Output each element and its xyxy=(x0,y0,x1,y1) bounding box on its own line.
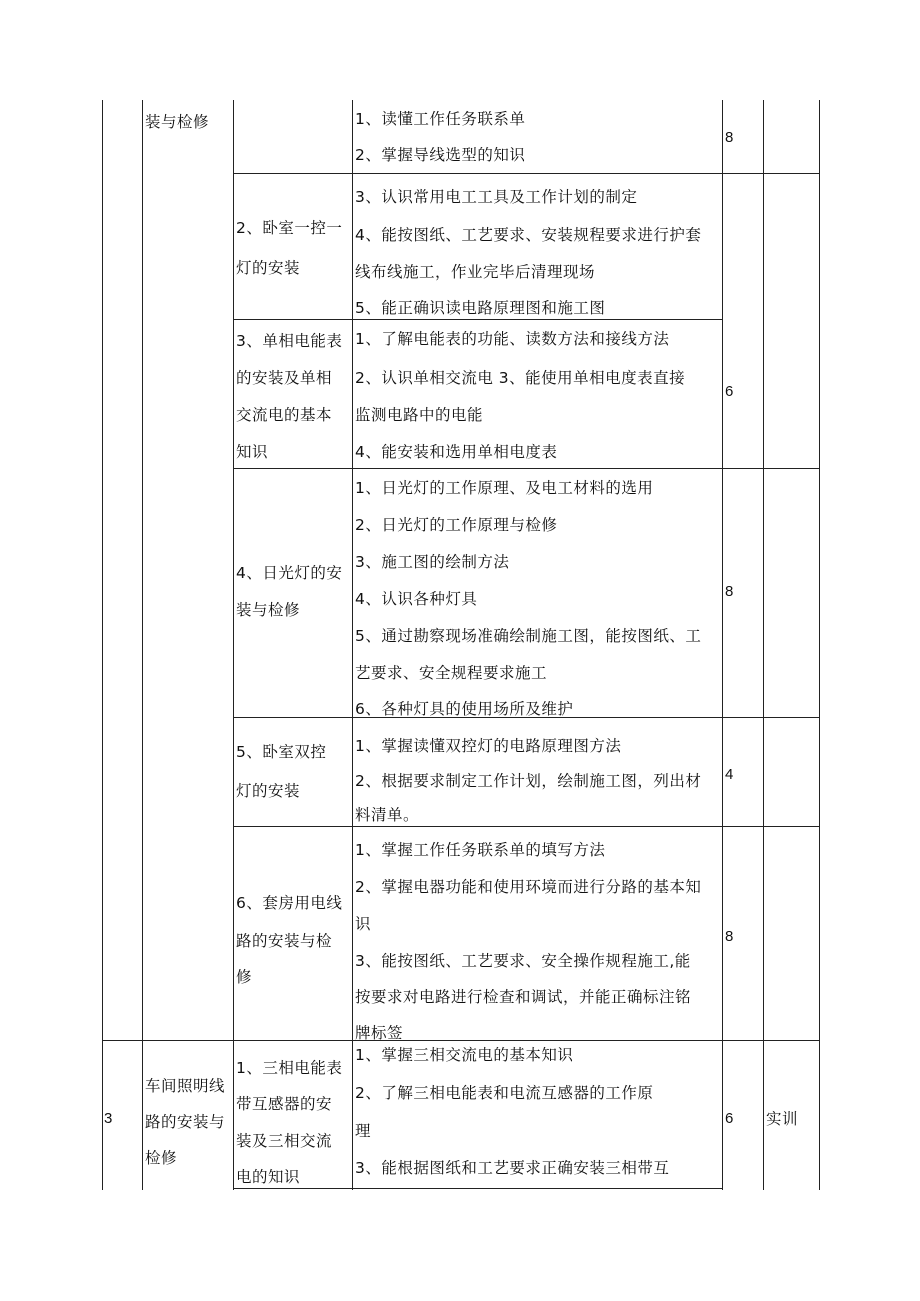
task-line: 交流电的基本 xyxy=(236,406,333,424)
hours-cell: 8 xyxy=(725,583,734,600)
task-line: 灯的安装 xyxy=(236,259,301,277)
content-line: 按要求对电路进行检查和调试，并能正确标注铭 xyxy=(355,988,692,1006)
content-line: 4、认识各种灯具 xyxy=(355,590,478,608)
teaching-mode-cell: 实训 xyxy=(766,1110,799,1128)
hours-cell: 6 xyxy=(725,1110,734,1127)
task-line: 路的安装与检 xyxy=(236,932,333,950)
content-line: 线布线施工，作业完毕后清理现场 xyxy=(355,263,596,281)
content-line: 2、掌握导线选型的知识 xyxy=(355,146,526,164)
content-line: 5、能正确识读电路原理图和施工图 xyxy=(355,299,606,317)
table-border-right xyxy=(819,100,820,1190)
module-line: 车间照明线 xyxy=(145,1077,226,1095)
content-line: 3、能根据图纸和工艺要求正确安装三相带互 xyxy=(355,1159,670,1177)
content-line: 2、根据要求制定工作计划，绘制施工图，列出材 xyxy=(355,772,702,790)
content-line: 6、各种灯具的使用场所及维护 xyxy=(355,700,574,718)
content-line: 2、了解三相电能表和电流互感器的工作原 xyxy=(355,1084,654,1102)
content-line: 3、能按图纸、工艺要求、安全操作规程施工,能 xyxy=(355,952,691,970)
row-divider-bottom xyxy=(233,1188,723,1189)
content-line: 1、读懂工作任务联系单 xyxy=(355,110,526,128)
content-line: 1、日光灯的工作原理、及电工材料的选用 xyxy=(355,479,654,497)
content-line: 牌标签 xyxy=(355,1024,404,1042)
hours-cell: 8 xyxy=(725,928,734,945)
content-line: 3、施工图的绘制方法 xyxy=(355,553,510,571)
content-line: 3、认识常用电工工具及工作计划的制定 xyxy=(355,188,638,206)
task-line: 的安装及单相 xyxy=(236,369,333,387)
task-line: 5、卧室双控 xyxy=(236,743,327,761)
column-divider-hours xyxy=(763,100,764,1190)
column-divider-module xyxy=(233,100,234,1190)
column-divider-no xyxy=(142,100,143,1190)
content-line: 料清单。 xyxy=(355,806,420,824)
content-line: 识 xyxy=(355,915,372,933)
column-divider-content xyxy=(722,100,723,1190)
row-divider xyxy=(233,173,820,174)
task-line: 带互感器的安 xyxy=(236,1095,333,1113)
row-divider xyxy=(233,826,820,827)
content-line: 理 xyxy=(355,1122,372,1140)
content-line: 4、能安装和选用单相电度表 xyxy=(355,443,558,461)
content-line: 2、掌握电器功能和使用环境而进行分路的基本知 xyxy=(355,878,702,896)
task-line: 灯的安装 xyxy=(236,782,301,800)
task-line: 装及三相交流 xyxy=(236,1132,333,1150)
task-line: 3、单相电能表 xyxy=(236,332,343,350)
hours-cell: 4 xyxy=(725,766,734,783)
task-line: 装与检修 xyxy=(236,601,301,619)
hours-cell: 6 xyxy=(725,383,734,400)
content-line: 4、能按图纸、工艺要求、安装规程要求进行护套 xyxy=(355,226,702,244)
task-line: 1、三相电能表 xyxy=(236,1059,343,1077)
task-line: 6、套房用电线 xyxy=(236,894,343,912)
content-line: 5、通过勘察现场准确绘制施工图，能按图纸、工 xyxy=(355,627,702,645)
table-border-left xyxy=(102,100,103,1190)
hours-cell: 8 xyxy=(725,129,734,146)
column-divider-task xyxy=(352,100,353,1190)
task-line: 电的知识 xyxy=(236,1168,301,1186)
task-line: 知识 xyxy=(236,443,269,461)
content-line: 1、掌握工作任务联系单的填写方法 xyxy=(355,841,606,859)
content-line: 1、了解电能表的功能、读数方法和接线方法 xyxy=(355,330,670,348)
content-line: 2、日光灯的工作原理与检修 xyxy=(355,516,558,534)
task-line: 2、卧室一控一 xyxy=(236,219,343,237)
task-line: 4、日光灯的安 xyxy=(236,564,343,582)
sequence-number-cell: 3 xyxy=(104,1110,113,1127)
task-line: 修 xyxy=(236,968,253,986)
content-line: 1、掌握三相交流电的基本知识 xyxy=(355,1046,574,1064)
content-line: 监测电路中的电能 xyxy=(355,406,484,424)
module-name-cell: 装与检修 xyxy=(145,113,210,131)
module-line: 路的安装与 xyxy=(145,1113,226,1131)
row-divider-full xyxy=(102,1040,820,1041)
content-line: 艺要求、安全规程要求施工 xyxy=(355,664,548,682)
row-divider xyxy=(233,468,820,469)
content-line: 1、掌握读懂双控灯的电路原理图方法 xyxy=(355,737,622,755)
content-line: 2、认识单相交流电 3、能使用单相电度表直接 xyxy=(355,369,686,387)
module-line: 检修 xyxy=(145,1149,178,1167)
